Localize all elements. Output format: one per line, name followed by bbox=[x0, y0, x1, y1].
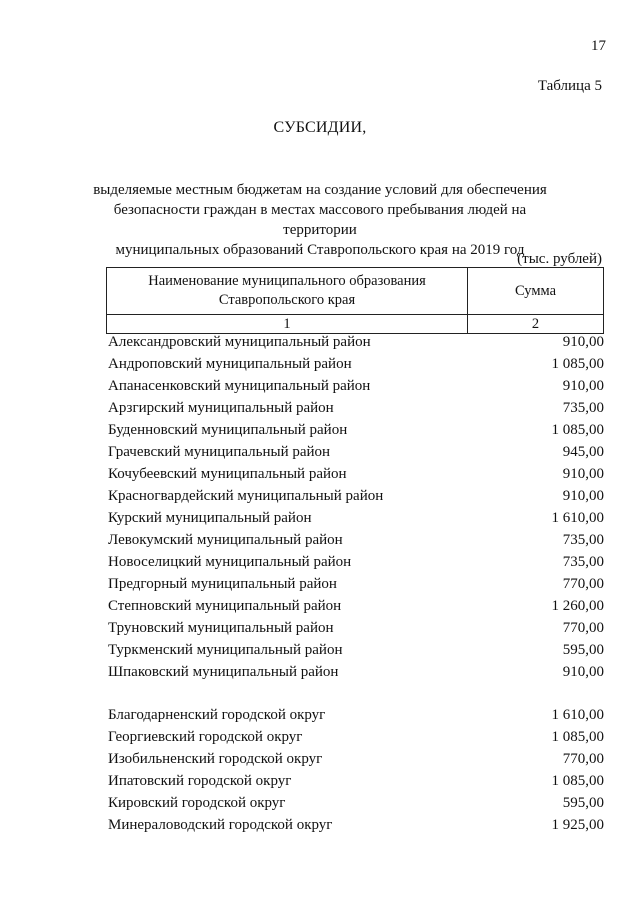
table-row bbox=[108, 704, 604, 726]
table-row bbox=[108, 595, 604, 617]
row-value: 770,00 bbox=[562, 751, 604, 767]
row-name: Арзгирский муниципальный район bbox=[108, 400, 334, 416]
districts-list bbox=[108, 331, 604, 683]
row-value: 735,00 bbox=[562, 554, 604, 570]
table-row bbox=[108, 397, 604, 419]
row-value: 735,00 bbox=[562, 400, 604, 416]
table-row bbox=[108, 485, 604, 507]
table-row bbox=[108, 529, 604, 551]
header-col-number: 1 bbox=[107, 315, 468, 334]
table-row bbox=[108, 507, 604, 529]
row-name: Благодарненский городской округ bbox=[108, 707, 326, 723]
row-name: Грачевский муниципальный район bbox=[108, 444, 331, 460]
table-row bbox=[108, 573, 604, 595]
row-value: 595,00 bbox=[562, 642, 604, 658]
row-name: Труновский муниципальный район bbox=[108, 620, 334, 636]
units-label: (тыс. рублей) bbox=[517, 251, 602, 267]
table-row bbox=[108, 726, 604, 748]
row-name: Новоселицкий муниципальный район bbox=[108, 554, 352, 570]
table-row bbox=[108, 419, 604, 441]
row-name: Александровский муниципальный район bbox=[108, 334, 371, 350]
row-value: 1 085,00 bbox=[551, 422, 604, 438]
row-name: Андроповский муниципальный район bbox=[108, 356, 352, 372]
document-subtitle bbox=[90, 180, 550, 260]
row-name: Степновский муниципальный район bbox=[108, 598, 342, 614]
page-number: 17 bbox=[591, 38, 606, 54]
row-value: 910,00 bbox=[562, 664, 604, 680]
table-row bbox=[108, 551, 604, 573]
row-value: 770,00 bbox=[562, 620, 604, 636]
city-districts-list bbox=[108, 704, 604, 836]
subtitle-line: выделяемые местным бюджетам на создание условий для обеспечения bbox=[93, 182, 547, 198]
table-row bbox=[108, 748, 604, 770]
row-name: Левокумский муниципальный район bbox=[108, 532, 343, 548]
table-row bbox=[108, 770, 604, 792]
row-name: Красногвардейский муниципальный район bbox=[108, 488, 384, 504]
row-value: 945,00 bbox=[562, 444, 604, 460]
row-name: Минераловодский городской округ bbox=[108, 817, 333, 833]
table-header bbox=[106, 267, 604, 334]
row-name: Предгорный муниципальный район bbox=[108, 576, 337, 592]
row-value: 910,00 bbox=[562, 466, 604, 482]
table-row bbox=[108, 792, 604, 814]
table-row bbox=[108, 639, 604, 661]
row-name: Кировский городской округ bbox=[108, 795, 286, 811]
table-label: Таблица 5 bbox=[537, 78, 602, 94]
table-row bbox=[108, 441, 604, 463]
row-value: 770,00 bbox=[562, 576, 604, 592]
row-name: Буденновский муниципальный район bbox=[108, 422, 348, 438]
header-name-line: Наименование муниципального образования bbox=[148, 273, 426, 289]
table-row bbox=[108, 814, 604, 836]
row-name: Туркменский муниципальный район bbox=[108, 642, 343, 658]
table-row bbox=[108, 617, 604, 639]
row-name: Шпаковский муниципальный район bbox=[108, 664, 339, 680]
row-value: 1 085,00 bbox=[551, 773, 604, 789]
header-name-line: Ставропольского края bbox=[218, 292, 356, 308]
table-row bbox=[108, 463, 604, 485]
table-row bbox=[108, 331, 604, 353]
header-name-cell bbox=[107, 268, 468, 315]
row-value: 735,00 bbox=[562, 532, 604, 548]
row-value: 1 610,00 bbox=[551, 510, 604, 526]
table-row bbox=[108, 375, 604, 397]
subtitle-line: безопасности граждан в местах массового пребывания людей на территории bbox=[113, 202, 527, 238]
header-sum-cell: Сумма bbox=[468, 268, 604, 315]
subtitle-line: муниципальных образований Ставропольского края на 2019 год bbox=[115, 242, 525, 258]
row-value: 1 610,00 bbox=[551, 707, 604, 723]
row-value: 1 925,00 bbox=[551, 817, 604, 833]
row-value: 910,00 bbox=[562, 488, 604, 504]
table-row bbox=[108, 353, 604, 375]
row-value: 910,00 bbox=[562, 334, 604, 350]
row-value: 1 085,00 bbox=[551, 729, 604, 745]
row-name: Изобильненский городской округ bbox=[108, 751, 323, 767]
row-value: 1 085,00 bbox=[551, 356, 604, 372]
row-value: 1 260,00 bbox=[551, 598, 604, 614]
row-name: Георгиевский городской округ bbox=[108, 729, 303, 745]
row-value: 595,00 bbox=[562, 795, 604, 811]
row-name: Кочубеевский муниципальный район bbox=[108, 466, 347, 482]
document-title: СУБСИДИИ, bbox=[273, 119, 367, 136]
row-name: Ипатовский городской округ bbox=[108, 773, 292, 789]
header-col-number: 2 bbox=[468, 315, 604, 334]
row-value: 910,00 bbox=[562, 378, 604, 394]
row-name: Апанасенковский муниципальный район bbox=[108, 378, 371, 394]
table-row bbox=[108, 661, 604, 683]
row-name: Курский муниципальный район bbox=[108, 510, 312, 526]
